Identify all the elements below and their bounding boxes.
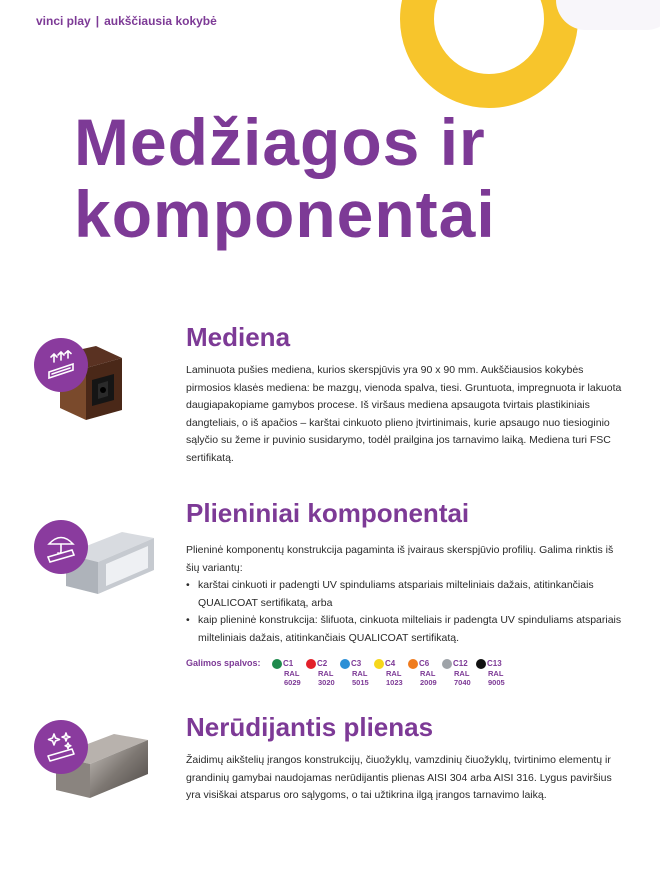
- title-line-1: Medžiagos ir: [74, 105, 486, 179]
- section-stainless: [0, 712, 660, 852]
- color-dot: [272, 659, 282, 669]
- steel-intro: Plieninė komponentų konstrukcija pagaminta iš įvairaus skerspjūvio profilių. Galima rinktis iš šių variantų:: [186, 544, 614, 574]
- color-dot: [340, 659, 350, 669]
- section-title-stainless: Nerūdijantis plienas: [186, 712, 434, 742]
- section-body-steel: [186, 542, 626, 647]
- decorative-faint-shape: [556, 0, 660, 30]
- section-steel: [0, 498, 660, 698]
- section-wood: [0, 322, 660, 482]
- section-body-stainless: [186, 752, 626, 805]
- brand-name: vinci play: [36, 14, 91, 28]
- colors-label: Galimos spalvos:: [186, 658, 261, 668]
- header-tagline: aukščiausia kokybė: [104, 14, 217, 28]
- section-body-wood: [186, 362, 626, 467]
- list-item: • kaip plieninė konstrukcija: šlifuota, cinkuota milteliais ir padengta UV spinduliams atspariais milteliniais dažais, atitinkančiais QUALICOAT sertifikatą.: [186, 612, 626, 647]
- color-swatch-c13: C13 RAL 9005: [476, 658, 510, 687]
- page-title: [74, 106, 496, 250]
- section-title-steel: Plieniniai komponentai: [186, 498, 470, 528]
- steel-options-list: [186, 577, 626, 647]
- color-swatch-c2: C2 RAL 3020: [306, 658, 340, 687]
- color-swatch-c12: C12 RAL 7040: [442, 658, 476, 687]
- header-separator: |: [95, 14, 100, 28]
- color-dot: [476, 659, 486, 669]
- arrows-on-wood-icon: [34, 338, 88, 392]
- list-item: • karštai cinkuoti ir padengti UV spinduliams atspariais milteliniais dažais, atitinkančiais QUALICOAT sertifikatą, arba: [186, 577, 626, 612]
- color-swatch-c4: C4 RAL 1023: [374, 658, 408, 687]
- color-swatch-c1: C1 RAL 6029: [272, 658, 306, 687]
- decorative-yellow-ring: [400, 0, 578, 108]
- color-dot: [442, 659, 452, 669]
- title-line-2: komponentai: [74, 177, 496, 251]
- section-title-wood: Mediena: [186, 322, 291, 352]
- color-dot: [306, 659, 316, 669]
- stainless-description: Žaidimų aikštelių įrangos konstrukcijų, čiuožyklų, vamzdinių čiuožyklų, tvirtinimo elementų ir grandinių gamybai naudojamas nerūdijantis plienas AISI 304 arba AISI 316. Lygus paviršius yra visiškai atsparus oro sąlygoms, o tai užtikrina ilgą įrangos tarnavimo laiką.: [186, 754, 612, 801]
- color-dot: [374, 659, 384, 669]
- wood-description: Laminuota pušies mediena, kurios skerspjūvis yra 90 x 90 mm. Aukščiausios kokybės pirmosios klasės mediena: be mazgų, vienoda spalva, tiesi. Gruntuota, impregnuota ir lakuota daugiapakopiame gamybos procese. Iš viršaus mediena apsaugota tvirtais plastikiniais dangteliais, o iš apačios – karštai cinkuoto plieno įtvirtinimais, kurie apsaugo nuo tiesioginio sąlyčio su žeme ir puvinio susidarymo, todėl prailgina jos tarnavimo laiką. Mediena turi FSC sertifikatą.: [186, 364, 622, 464]
- color-dot: [408, 659, 418, 669]
- color-swatch-c3: C3 RAL 5015: [340, 658, 374, 687]
- color-swatch-c6: C6 RAL 2009: [408, 658, 442, 687]
- sparkles-on-steel-icon: [34, 720, 88, 774]
- page-header: [36, 14, 217, 28]
- umbrella-over-steel-icon: [34, 520, 88, 574]
